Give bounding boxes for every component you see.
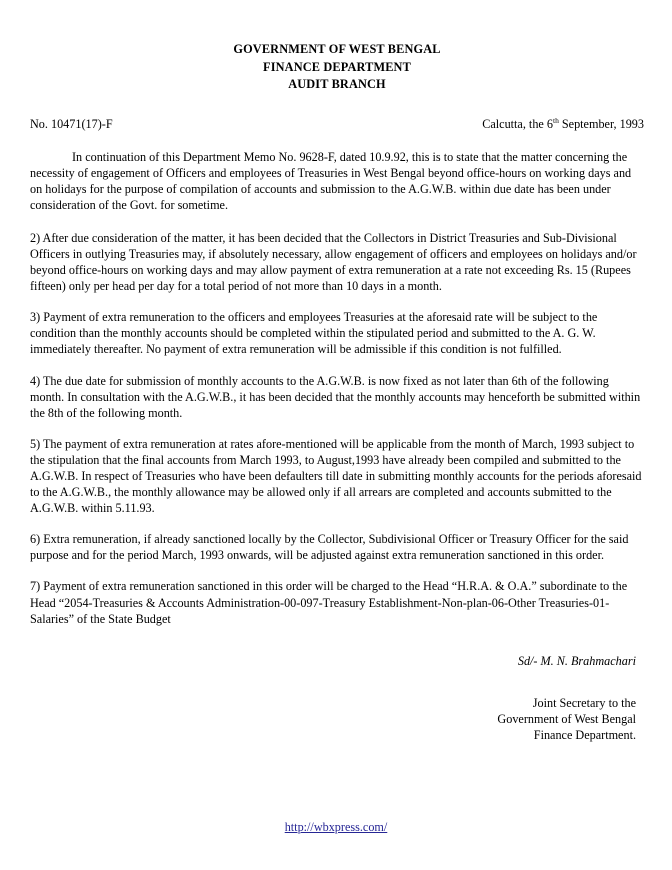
designation-line-2: Government of West Bengal	[497, 711, 636, 726]
paragraph-5: 5) The payment of extra remuneration at rates afore-mentioned will be applicable from the month of March, 1993 subject to the stipulation that the final accounts from March 1993, to August,1993 have already been compiled and submitted to the A.G.W.B. In respect of Treasuries who have been defaulters till date in submitting monthly accounts for the periods aforesaid to the A.G.W.B., the monthly allowance may be allowed only if all arrears are completed and accounts submitted to the A.G.W.B. within 5.11.93.	[30, 436, 642, 516]
document-body	[30, 149, 644, 627]
memo-place-date	[482, 116, 644, 132]
paragraph-6: 6) Extra remuneration, if already sanctioned locally by the Collector, Subdivisional Officer or Treasury Officer for the said purpose and for the period March, 1993 onwards, will be adjusted against extra remuneration sanctioned in this order.	[30, 532, 629, 563]
header-line-government: GOVERNMENT OF WEST BENGAL	[233, 42, 441, 56]
memo-number: No. 10471(17)-F	[30, 116, 113, 131]
footer	[0, 818, 672, 836]
signatory-designation	[30, 695, 636, 743]
paragraph-7: 7) Payment of extra remuneration sanctioned in this order will be charged to the Head “H.R.A. & O.A.” subordinate to the Head “2054-Treasuries & Accounts Administration-00-097-Treasury Establishment-Non-plan-06-Other Treasuries-01-Salaries” of the State Budget	[30, 579, 628, 626]
memo-ordinal-suffix: th	[552, 115, 559, 125]
memo-place-prefix: Calcutta, the 6	[482, 116, 553, 131]
memo-reference-line	[30, 116, 644, 132]
paragraph-1: In continuation of this Department Memo No. 9628-F, dated 10.9.92, this is to state that the matter concerning the necessity of engagement of Officers and employees of Treasuries in West Bengal beyond office-hours on working days and on holidays for the purpose of compilation of accounts and submission to the A.G.W.B. within due date has been under consideration of the Govt. for sometime.	[30, 149, 632, 212]
header-line-branch: AUDIT BRANCH	[288, 77, 386, 91]
designation-line-1: Joint Secretary to the	[532, 695, 636, 710]
document-header	[30, 41, 644, 94]
memo-date-rest: September, 1993	[558, 116, 644, 131]
designation-line-3: Finance Department.	[533, 728, 636, 743]
signatory-name: Sd/- M. N. Brahmachari	[517, 653, 636, 668]
paragraph-3: 3) Payment of extra remuneration to the officers and employees Treasuries at the aforesaid rate will be subject to the condition than the monthly accounts should be completed within the stipulated period and submitted to the A. G. W. immediately thereafter. No payment of extra remuneration will be admissible if this condition is not fulfilled.	[30, 310, 598, 357]
paragraph-4: 4) The due date for submission of monthly accounts to the A.G.W.B. is now fixed as not later than 6th of the following month. In consultation with the A.G.W.B., it has been decided that the monthly accounts may henceforth be submitted within the 8th of the following month.	[30, 373, 641, 420]
header-line-department: FINANCE DEPARTMENT	[263, 59, 411, 74]
paragraph-2: 2) After due consideration of the matter, it has been decided that the Collectors in District Treasuries and Sub-Divisional Officers in outlying Treasuries may, if absolutely necessary, allow engagement of officers and employees on holidays and/or beyond office-hours on working days and may allow payment of extra remuneration at a rate not exceeding Rs. 15 (Rupees fifteen) only per head per day for a total period of not more than 10 days in a month.	[30, 230, 637, 294]
source-website-link[interactable]: http://wbxpress.com/	[284, 820, 388, 834]
signature-block	[30, 653, 644, 743]
